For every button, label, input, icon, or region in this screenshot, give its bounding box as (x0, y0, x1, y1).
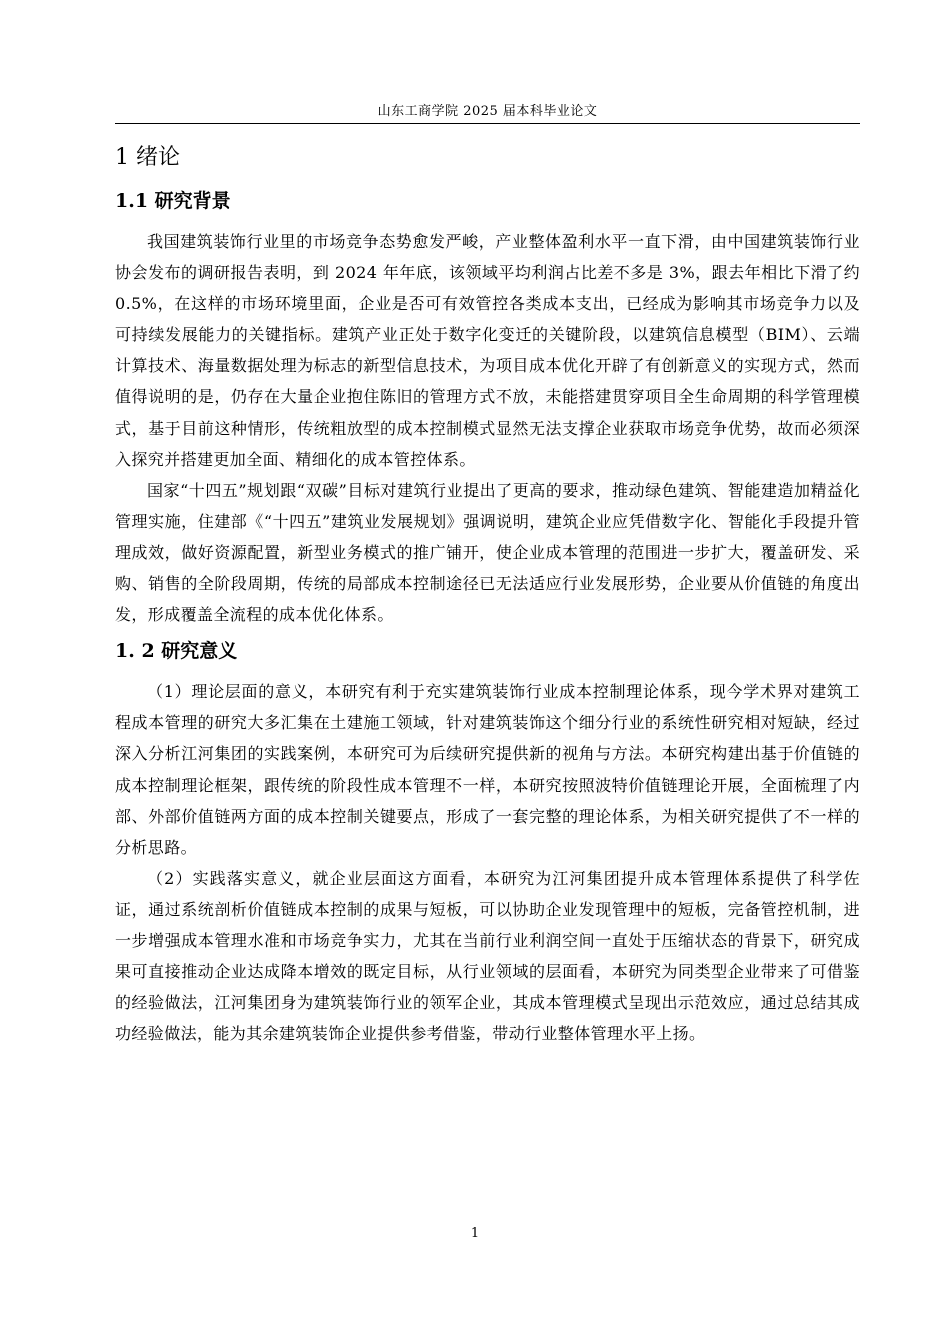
section-heading-research-background: 1.1 研究背景 (115, 190, 231, 212)
header-divider (115, 123, 860, 124)
paragraph: 国家“十四五”规划跟“双碳”目标对建筑行业提出了更高的要求，推动绿色建筑、智能建造加精益化管理实施，住建部《“十四五”建筑业发展规划》强调说明，建筑企业应凭借数字化、智能化手段提升管理成效，做好资源配置，新型业务模式的推广铺开，使企业成本管理的范围进一步扩大，覆盖研发、采购、销售的全阶段周期，传统的局部成本控制途径已无法适应行业发展形势，企业要从价值链的角度出发，形成覆盖全流程的成本优化体系。 (115, 480, 860, 625)
page-body (115, 140, 860, 1049)
paragraph: 我国建筑装饰行业里的市场竞争态势愈发严峻，产业整体盈利水平一直下滑，由中国建筑装饰行业协会发布的调研报告表明，到 2024 年年底，该领域平均利润占比差不多是 3%，跟去年相比下滑了约 0.5%，在这样的市场环境里面，企业是否可有效管控各类成本支出，已经成为影响其市场竞争力以及可持续发展能力的关键指标。建筑产业正处于数字化变迁的关键阶段，以建筑信息模型（BIM）、云端计算技术、海量数据处理为标志的新型信息技术，为项目成本优化开辟了有创新意义的实现方式，然而值得说明的是，仍存在大量企业抱住陈旧的管理方式不放，未能搭建贯穿项目全生命周期的科学管理模式，基于目前这种情形，传统粗放型的成本控制模式显然无法支撑企业获取市场竞争优势，故而必须深入探究并搭建更加全面、精细化的成本管控体系。 (115, 232, 860, 469)
chapter-title: 1 绪论 (115, 145, 180, 170)
running-header: 山东工商学院 2025 届本科毕业论文 (377, 104, 598, 119)
paragraph: （1）理论层面的意义，本研究有利于充实建筑装饰行业成本控制理论体系，现今学术界对建筑工程成本管理的研究大多汇集在土建施工领域，针对建筑装饰这个细分行业的系统性研究相对短缺，经过深入分析江河集团的实践案例，本研究可为后续研究提供新的视角与方法。本研究构建出基于价值链的成本控制理论框架，跟传统的阶段性成本管理不一样，本研究按照波特价值链理论开展，全面梳理了内部、外部价值链两方面的成本控制关键要点，形成了一套完整的理论体系，为相关研究提供了不一样的分析思路。 (115, 682, 860, 857)
page-number: 1 (470, 1226, 480, 1241)
section-heading-research-significance: 1. 2 研究意义 (115, 640, 238, 663)
paragraph: （2）实践落实意义，就企业层面这方面看，本研究为江河集团提升成本管理体系提供了科学佐证，通过系统剖析价值链成本控制的成果与短板，可以协助企业发现管理中的短板，完备管控机制，进一步增强成本管理水准和市场竞争实力，尤其在当前行业利润空间一直处于压缩状态的背景下，研究成果可直接推动企业达成降本增效的既定目标，从行业领域的层面看，本研究为同类型企业带来了可借鉴的经验做法，江河集团身为建筑装饰行业的领军企业，其成本管理模式呈现出示范效应，通过总结其成功经验做法，能为其余建筑装饰企业提供参考借鉴，带动行业整体管理水平上扬。 (115, 868, 860, 1044)
